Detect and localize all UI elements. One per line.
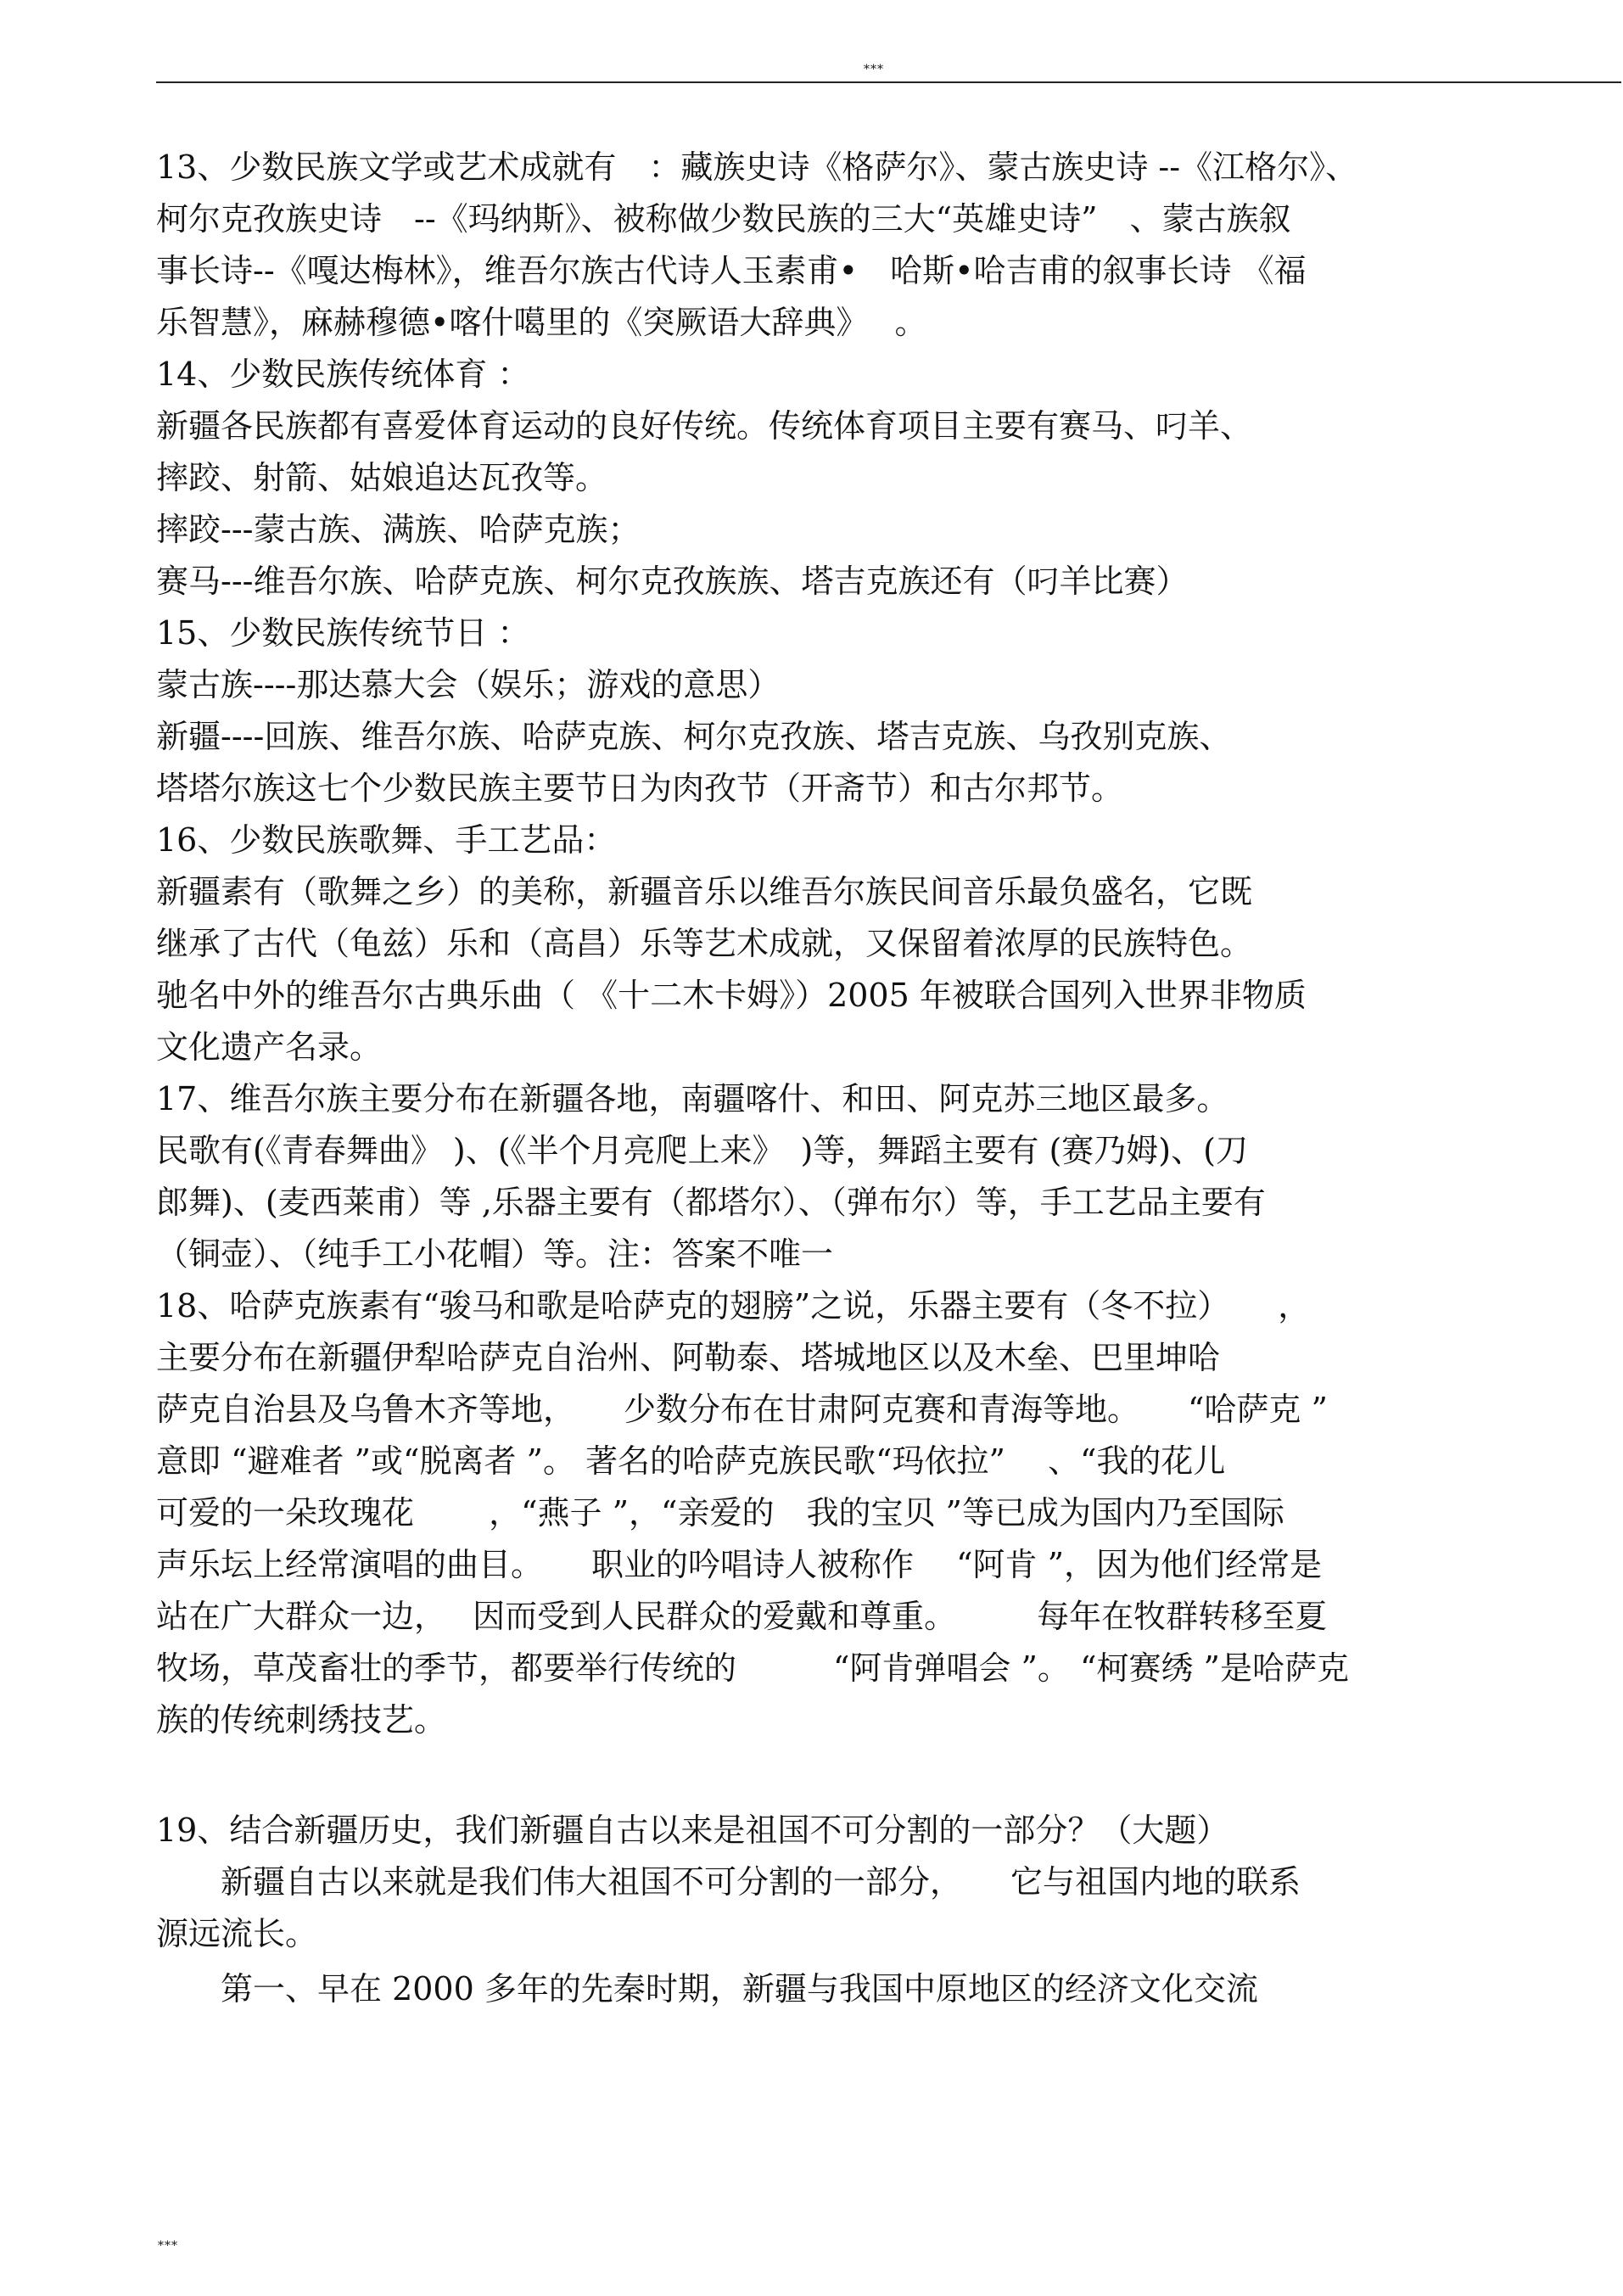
text-line: 主要分布在新疆伊犁哈萨克自治州、阿勒泰、塔城地区以及木垒、巴里坤哈 xyxy=(156,1339,1221,1376)
text-line: 事长诗--《嘎达梅林》，维吾尔族古代诗人玉素甫• 哈斯•哈吉甫的叙事长诗 《福 xyxy=(156,252,1307,289)
text-line: 乐智慧》，麻赫穆德•喀什噶里的《突厥语大辞典》 。 xyxy=(156,304,927,341)
text-line: 柯尔克孜族史诗 --《玛纳斯》、被称做少数民族的三大“英雄史诗” 、蒙古族叙 xyxy=(156,200,1291,238)
text-line: 14、少数民族传统体育 ： xyxy=(156,356,530,393)
text-line: 文化遗产名录。 xyxy=(156,1028,383,1066)
text-line: 蒙古族----那达慕大会（娱乐；游戏的意思） xyxy=(156,666,781,703)
text-line: 新疆自古以来就是我们伟大祖国不可分割的一部分， 它与祖国内地的联系 xyxy=(156,1863,1301,1901)
text-line: 意即 “避难者 ”或“脱离者 ”。 著名的哈萨克族民歌“玛依拉” 、“我的花儿 xyxy=(156,1442,1226,1480)
text-line: 赛马---维吾尔族、哈萨克族、柯尔克孜族族、塔吉克族还有（叼羊比赛） xyxy=(156,563,1189,600)
text-line: 萨克自治县及乌鲁木齐等地， 少数分布在甘肃阿克赛和青海等地。 “哈萨克 ” xyxy=(156,1391,1328,1428)
text-line: 牧场，草茂畜壮的季节，都要举行传统的 “阿肯弹唱会 ”。 “柯赛绣 ”是哈萨克 xyxy=(156,1649,1349,1687)
text-line: 继承了古代（龟兹）乐和（高昌）乐等艺术成就，又保留着浓厚的民族特色。 xyxy=(156,925,1253,962)
text-line: 族的传统刺绣技艺。 xyxy=(156,1701,447,1739)
text-line: 17、维吾尔族主要分布在新疆各地，南疆喀什、和田、阿克苏三地区最多。 xyxy=(156,1080,1229,1117)
text-line: 13、少数民族文学或艺术成就有 ：藏族史诗《格萨尔》、蒙古族史诗 --《江格尔》、 xyxy=(156,148,1358,186)
text-line: 摔跤、射箭、姑娘追达瓦孜等。 xyxy=(156,459,608,496)
text-line: 16、少数民族歌舞、手工艺品： xyxy=(156,821,617,859)
text-line: 可爱的一朵玫瑰花 ，“燕子 ”，“亲爱的 我的宝贝 ”等已成为国内乃至国际 xyxy=(156,1494,1284,1532)
text-line: 第一、早在 2000 多年的先秦时期，新疆与我国中原地区的经济文化交流 xyxy=(156,1970,1258,2008)
text-line: 新疆----回族、维吾尔族、哈萨克族、柯尔克孜族、塔吉克族、乌孜别克族、 xyxy=(156,718,1232,755)
text-line: 新疆素有（歌舞之乡）的美称，新疆音乐以维吾尔族民间音乐最负盛名，它既 xyxy=(156,873,1253,910)
text-line: 新疆各民族都有喜爱体育运动的良好传统。传统体育项目主要有赛马、叼羊、 xyxy=(156,407,1253,445)
text-line: 声乐坛上经常演唱的曲目。 职业的吟唱诗人被称作 “阿肯 ”，因为他们经常是 xyxy=(156,1546,1323,1583)
text-line: 塔塔尔族这七个少数民族主要节日为肉孜节（开斋节）和古尔邦节。 xyxy=(156,770,1124,807)
text-line: 15、少数民族传统节日 ： xyxy=(156,614,530,652)
text-line: 19、结合新疆历史，我们新疆自古以来是祖国不可分割的一部分？（大题） xyxy=(156,1812,1229,1849)
text-line: 站在广大群众一边， 因而受到人民群众的爱戴和尊重。 每年在牧群转移至夏 xyxy=(156,1598,1328,1635)
text-line: 驰名中外的维吾尔古典乐曲（ 《十二木卡姆》）2005 年被联合国列入世界非物质 xyxy=(156,977,1307,1014)
text-line: 摔跤---蒙古族、满族、哈萨克族； xyxy=(156,511,641,548)
header-rule xyxy=(156,81,1621,83)
text-line: 民歌有(《青春舞曲》 )、(《半个月亮爬上来》 )等，舞蹈主要有 (赛乃姆)、(刀 xyxy=(156,1132,1248,1169)
text-line: 源远流长。 xyxy=(156,1915,318,1952)
text-line: 郎舞)、(麦西莱甫）等 ,乐器主要有（都塔尔）、（弹布尔）等，手工艺品主要有 xyxy=(156,1184,1266,1221)
text-line: （铜壶）、（纯手工小花帽）等。注：答案不唯一 xyxy=(156,1235,834,1273)
footer-mark: *** xyxy=(158,2239,178,2253)
header-mark: *** xyxy=(864,63,884,76)
text-line: 18、哈萨克族素有“骏马和歌是哈萨克的翅膀”之说，乐器主要有（冬不拉） ， xyxy=(156,1287,1311,1324)
